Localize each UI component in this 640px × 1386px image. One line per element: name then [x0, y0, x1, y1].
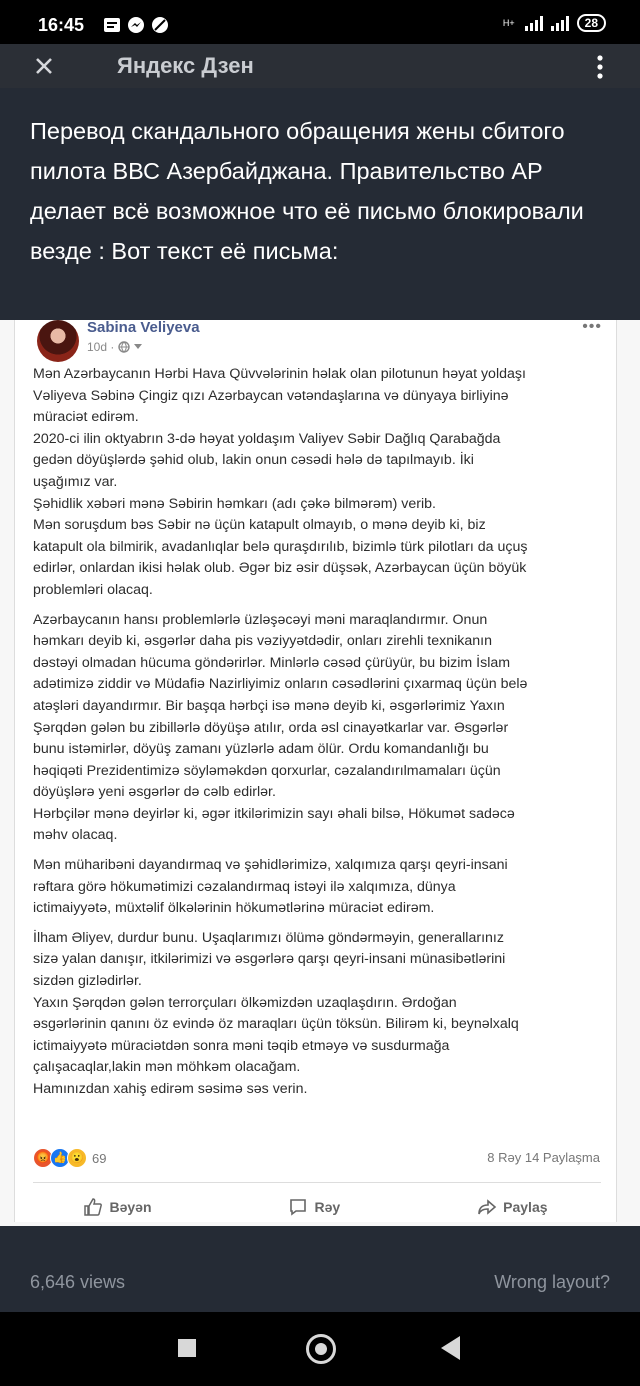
- post-line: Mən Azərbaycanın Hərbi Hava Qüvvələrinin həlak olan pilotunun həyat yoldaşı: [33, 366, 526, 382]
- comment-icon: [288, 1197, 308, 1217]
- post-meta: [87, 340, 142, 354]
- like-button: [83, 1192, 151, 1222]
- post-paragraph: [33, 928, 605, 1101]
- network-type: H+: [502, 18, 515, 28]
- post-line: İlham Əliyev, durdur bunu. Uşaqlarımızı ölümə göndərməyin, generallarınız: [33, 929, 504, 946]
- post-stats: 8 Rəy 14 Paylaşma: [487, 1150, 600, 1165]
- post-line: ictimaiyyətə, müxtəlif ölkələrinin hökumətlərinə müraciət edirəm.: [33, 900, 435, 917]
- facebook-post: [14, 320, 617, 1222]
- globe-icon: [118, 341, 130, 353]
- post-line: problemləri olacaq.: [33, 581, 153, 598]
- footer-spacer: [0, 1226, 640, 1252]
- recent-apps-button[interactable]: [178, 1339, 196, 1357]
- post-line: Şərqdən gələn bu zibillərlə döyüşə atılır, orda əsl cinayətkarlar var. Əsgərlər: [33, 719, 509, 736]
- post-line: Mən soruşdum bəs Səbir nə üçün katapult olmayıb, o mənə deyib ki, biz: [33, 517, 486, 534]
- wrong-layout-link[interactable]: Wrong layout?: [494, 1272, 610, 1292]
- message-notification-icon: [103, 16, 121, 34]
- post-line: Hamınızdan xahiş edirəm səsimə səs verin.: [33, 1081, 308, 1097]
- post-paragraph: [33, 855, 605, 920]
- post-line: Azərbaycanın hansı problemlərlə üzləşəcəyi məni maraqlandırmır. Onun: [33, 611, 488, 628]
- views-count: 6,646 views: [30, 1272, 126, 1292]
- thumbs-up-icon: [83, 1197, 103, 1217]
- signal-icon-2: [551, 15, 569, 31]
- post-actions: [15, 1192, 616, 1222]
- post-line: atəşləri dayandırmır. Bir başqa hərbçi isə mənə deyib ki, əsgərlərimiz Yaxın: [33, 697, 505, 714]
- more-vert-icon[interactable]: [588, 54, 612, 80]
- app-title: Яндекс Дзен: [117, 53, 254, 78]
- chevron-down-icon: [134, 344, 142, 350]
- post-line: rəftara görə hökumətimizi cəzalandırmaq istəyi ilə xalqımıza, dünya: [33, 878, 456, 895]
- comment-button: [288, 1192, 340, 1222]
- share-label: Paylaş: [503, 1199, 548, 1215]
- post-line: katapult ola bilmirik, avadanlıqlar belə quraşdırılıb, bizimlə türk pilotları da uçuş: [33, 538, 528, 555]
- post-line: adətimizə ziddir və Müdafiə Nazirliyimiz onların cəsədlərini çıxarmaq üçün belə: [33, 676, 528, 693]
- post-divider: [33, 1182, 601, 1183]
- back-button[interactable]: [441, 1336, 460, 1360]
- post-line: Vəliyeva Səbinə Çingiz qızı Azərbaycan vətəndaşlarına və dünyaya birliyinə: [33, 387, 509, 404]
- reaction-count: 69: [92, 1150, 107, 1166]
- close-icon[interactable]: [30, 52, 58, 80]
- post-line: sizə yalan danışır, itkilərimizi və əsgərlərə qarşı qeyri-insani münasibətlərini: [33, 951, 506, 968]
- post-line: gedən döyüşlərdə şəhid olub, lakin onun cəsədi hələ də tapılmayıb. İki: [33, 452, 474, 469]
- article-image: [0, 320, 640, 1226]
- post-line: Hərbçilər mənə deyirlər ki, əgər itkilərimizin sayı əhali bilsə, Hökumət sadəcə: [33, 805, 515, 822]
- share-icon: [477, 1197, 497, 1217]
- article-headline-block: [0, 88, 640, 320]
- avatar: [37, 320, 79, 362]
- post-line: həqiqəti Prezidentimizə söyləməkdən qorxurlar, cəzalandırılmamaları üçün: [33, 762, 501, 779]
- angry-reaction-icon: 😡: [33, 1148, 53, 1168]
- post-time: 10d ·: [87, 340, 115, 354]
- status-bar: [0, 0, 640, 44]
- post-line: 2020-ci ilin oktyabrın 3-də həyat yoldaşım Valiyev Səbir Dağlıq Qarabağda: [33, 430, 501, 447]
- post-line: ictimaiyyətə müraciətdən sonra məni təqib etməyə və susdurmağa: [33, 1037, 450, 1054]
- status-time: 16:45: [38, 15, 85, 35]
- post-line: Şəhidlik xəbəri mənə Səbirin həmkarı (adı çəkə bilmərəm) verib.: [33, 495, 436, 512]
- do-not-disturb-icon: [151, 16, 169, 34]
- battery-icon: 28: [577, 14, 606, 32]
- notification-icons: [103, 16, 169, 34]
- post-line: müraciət edirəm.: [33, 409, 139, 426]
- post-paragraph: [33, 364, 605, 602]
- post-more-icon: •••: [582, 318, 602, 335]
- post-line: döyüşlərə yeni əsgərlər də cəlb edirlər.: [33, 784, 276, 801]
- post-line: əsgərlərinin qanını öz evində öz maraqları üçün töksün. Bilirəm ki, beynəlxalq: [33, 1016, 519, 1033]
- messenger-icon: [127, 16, 145, 34]
- article-headline: Перевод скандального обращения жены сбитого пилота ВВС Азербайджана. Правительство АР делает всё возможное что её письмо блокировали везде : Вот текст её письма:: [30, 118, 584, 264]
- system-nav-bar: [0, 1312, 640, 1386]
- share-button: [477, 1192, 547, 1222]
- post-line: həmkarı deyib ki, əsgərlər daha pis vəziyyətdədir, onları zirehli texnikanın: [33, 633, 492, 650]
- home-button[interactable]: [306, 1334, 336, 1364]
- post-line: edirlər, onlardan ikisi həlak olub. Əgər biz əsir düşsək, Azərbaycan üçün böyük: [33, 560, 527, 577]
- post-author: Sabina Veliyeva: [87, 319, 200, 336]
- post-line: çalışacaqlar,lakin mən möhkəm olacağam.: [33, 1059, 301, 1076]
- status-right: [503, 14, 606, 32]
- post-line: uşağımız var.: [33, 473, 118, 490]
- post-line: Yaxın Şərqdən gələn terrorçuları ölkəmizdən uzaqlaşdırın. Ərdoğan: [33, 994, 457, 1011]
- comment-label: Rəy: [314, 1199, 341, 1215]
- post-line: məhv olacaq.: [33, 827, 118, 844]
- like-reaction-icon: 👍: [50, 1148, 70, 1168]
- like-label: Bəyən: [109, 1199, 152, 1215]
- post-paragraph: [33, 610, 605, 848]
- post-line: Mən müharibəni dayandırmaq və şəhidlərimizə, xalqımıza qarşı qeyri-insani: [33, 857, 508, 874]
- app-bar: [0, 44, 640, 88]
- post-line: dəstəyi olmadan hücuma göndərirlər. Minlərlə cəsəd çürüyür, bu bizim İslam: [33, 654, 511, 671]
- post-body: [33, 364, 605, 1109]
- signal-icon: [525, 15, 543, 31]
- wow-reaction-icon: 😮: [67, 1148, 87, 1168]
- post-reactions: [33, 1148, 106, 1168]
- article-footer: [0, 1252, 640, 1312]
- post-line: sizdən gizlədirlər.: [33, 973, 142, 990]
- post-line: bunu istəmirlər, döyüş zamanı yüzlərlə adam ölür. Ordu komandanlığı bu: [33, 741, 489, 758]
